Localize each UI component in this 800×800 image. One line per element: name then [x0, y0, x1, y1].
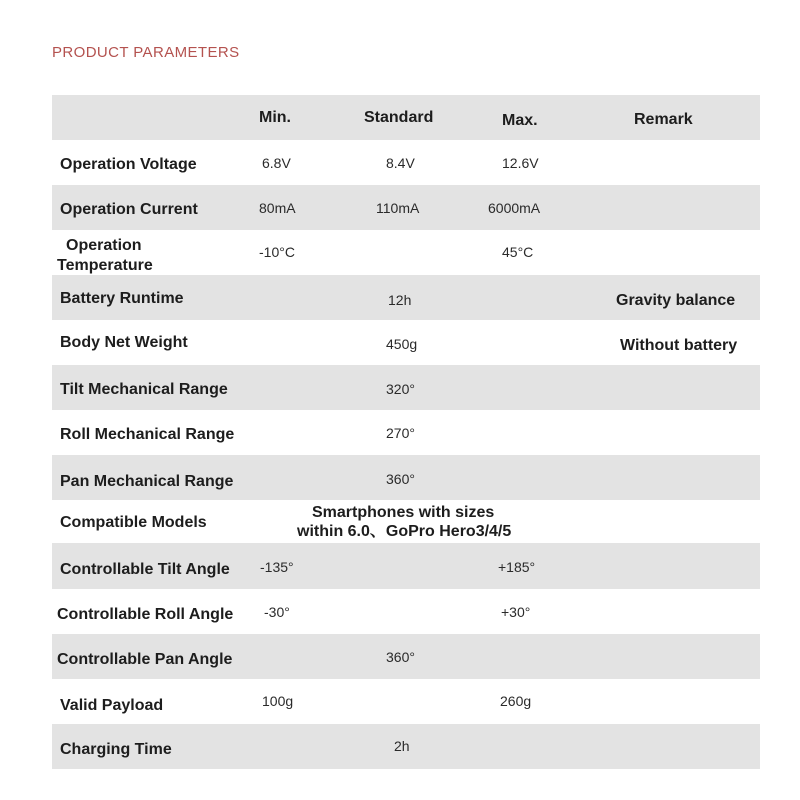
row-standard: 270° [386, 425, 415, 441]
table-row [52, 365, 760, 410]
row-min: -30° [264, 604, 290, 620]
table-row [52, 320, 760, 365]
header-max: Max. [502, 112, 538, 129]
row-label: Battery Runtime [60, 290, 184, 307]
row-max: 12.6V [502, 155, 539, 171]
row-remark: Without battery [620, 337, 738, 354]
table-row [52, 455, 760, 500]
table-row [52, 140, 760, 185]
row-standard-line1: Smartphones with sizes [312, 504, 495, 521]
header-remark: Remark [634, 111, 693, 128]
row-label: Controllable Roll Angle [57, 606, 234, 623]
row-max: 6000mA [488, 200, 541, 216]
row-max: 260g [500, 693, 532, 709]
table-header-row [52, 95, 760, 140]
row-label: Roll Mechanical Range [60, 426, 235, 443]
row-max: +185° [498, 559, 536, 575]
row-standard: 360° [386, 649, 415, 665]
row-standard: 12h [388, 292, 412, 308]
row-label: Operation Current [60, 201, 198, 218]
row-label: Charging Time [60, 741, 172, 758]
row-label: Valid Payload [60, 697, 164, 714]
row-min: -135° [260, 559, 294, 575]
row-label: Controllable Tilt Angle [60, 561, 230, 578]
header-min: Min. [259, 109, 291, 126]
row-max: 45°C [502, 244, 534, 260]
row-standard: 320° [386, 381, 415, 397]
row-label: Tilt Mechanical Range [60, 381, 228, 398]
row-remark: Gravity balance [616, 292, 736, 309]
row-standard: 360° [386, 471, 415, 487]
row-label-line1: Operation [66, 237, 142, 254]
row-label-line2: Temperature [57, 257, 153, 274]
row-min: 6.8V [262, 155, 291, 171]
row-standard: 450g [386, 336, 418, 352]
header-standard: Standard [364, 109, 434, 126]
row-min: 100g [262, 693, 294, 709]
table-row [52, 543, 760, 589]
table-row [52, 275, 760, 320]
table-row [52, 634, 760, 679]
row-standard-line2: within 6.0、GoPro Hero3/4/5 [297, 523, 512, 540]
row-label: Operation Voltage [60, 156, 197, 173]
page-title: PRODUCT PARAMETERS [52, 44, 240, 61]
row-label: Pan Mechanical Range [60, 473, 234, 490]
row-standard: 2h [394, 738, 410, 754]
table-row [52, 230, 760, 275]
row-max: +30° [501, 604, 531, 620]
row-standard: 8.4V [386, 155, 415, 171]
row-label: Body Net Weight [60, 334, 188, 351]
row-min: 80mA [259, 200, 296, 216]
table-row [52, 724, 760, 769]
table-row [52, 500, 760, 543]
table-row [52, 410, 760, 455]
row-standard: 110mA [376, 200, 420, 216]
row-label: Compatible Models [60, 514, 207, 531]
table-row [52, 589, 760, 634]
table-row [52, 185, 760, 230]
row-label: Controllable Pan Angle [57, 651, 233, 668]
row-min: -10°C [259, 244, 295, 260]
table-row [52, 679, 760, 724]
